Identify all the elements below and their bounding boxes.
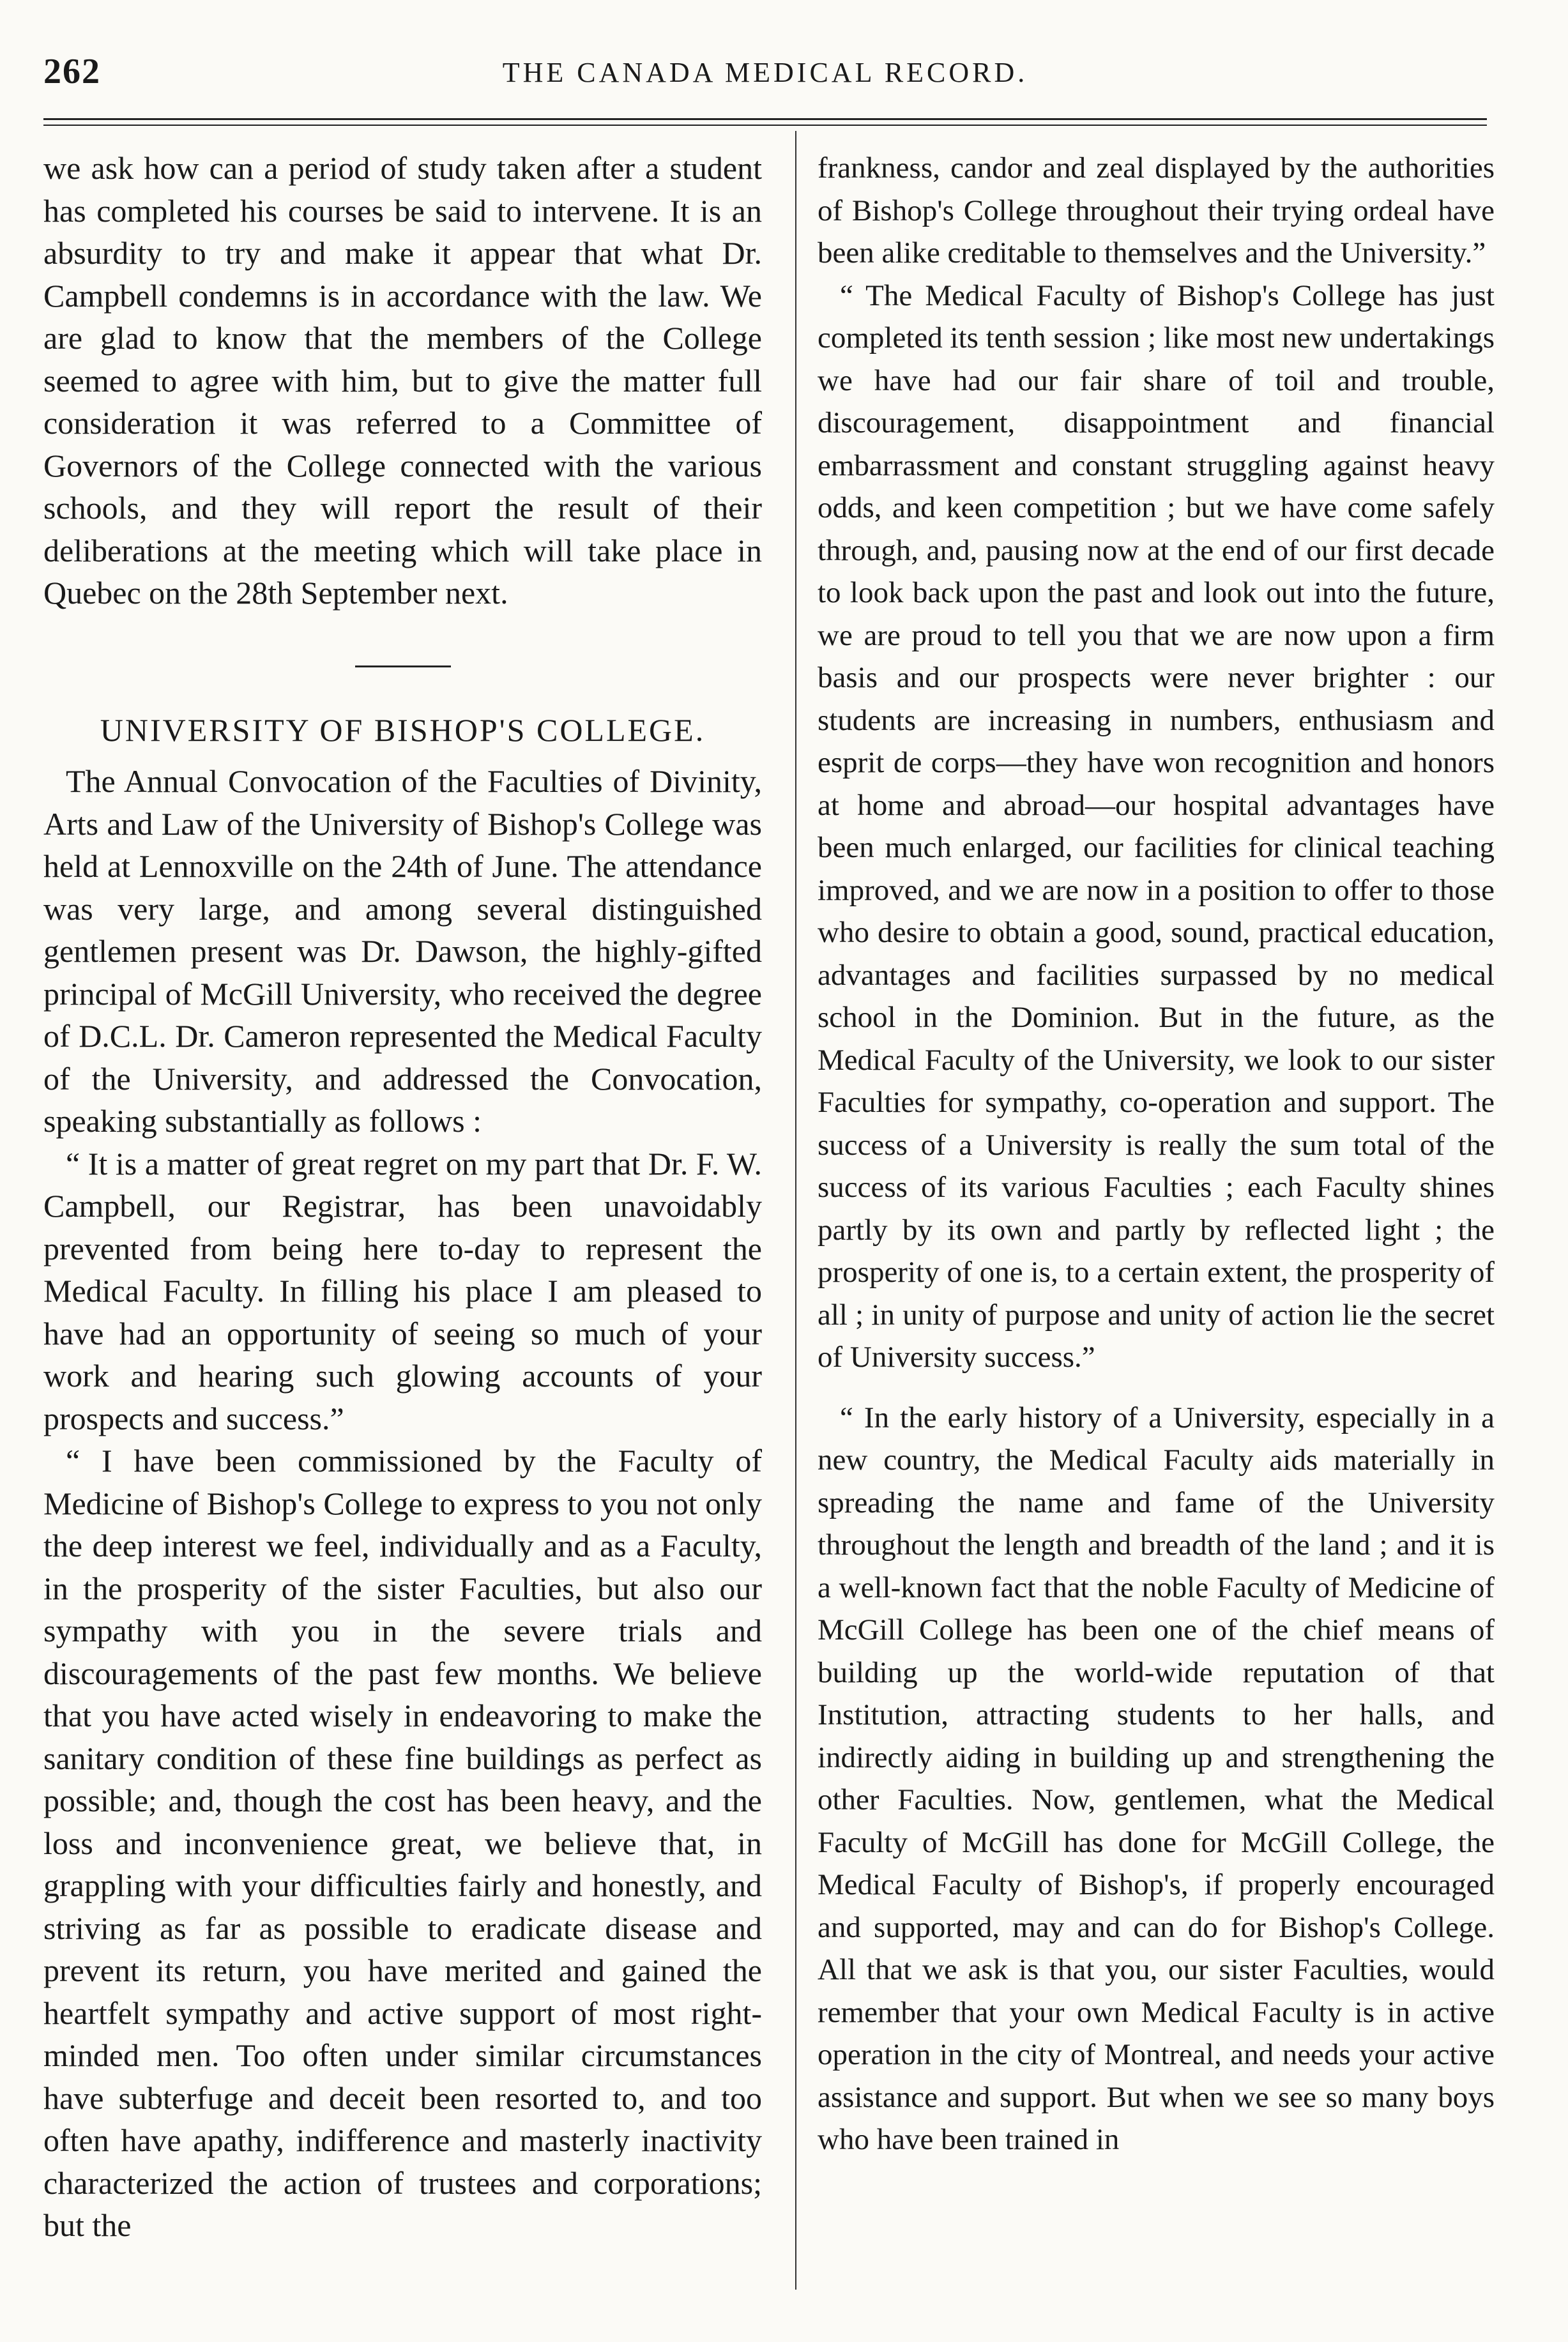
- left-column: [43, 147, 762, 2247]
- running-head: THE CANADA MEDICAL RECORD.: [502, 57, 1028, 88]
- opening-paragraph: we ask how can a period of study taken after a student has completed his courses be said to intervene. It is an absurdity to try and make it appear that what Dr. Campbell condemns is in accordance with the law. We are glad to know that the members of the College seemed to agree with him, but to give the matter full consideration it was referred to a Committee of Governors of the College connected with the various schools, and they will report the result of their deliberations at the meeting which will take place in Quebec on the 28th September next.: [43, 150, 762, 611]
- section-separator: [355, 665, 451, 667]
- page-number: 262: [43, 52, 101, 91]
- tenth-session-paragraph: “ The Medical Faculty of Bishop's College has just completed its tenth session ; like most new undertakings we have had our fair share of toil and trouble, discouragement, disappointment and financial embarrassment and constant struggling against heavy odds, and keen competition ; but we have come safely through, and, pausing now at the end of our first decade to look back upon the past and look out into the future, we are proud to tell you that we are now upon a firm basis and our prospects were never brighter : our students are increasing in numbers, enthusiasm and esprit de corps—they have won recognition and honors at home and abroad—our hospital advantages have been much enlarged, our facilities for clinical teaching improved, and we are now in a position to offer to those who desire to obtain a good, sound, practical education, advantages and facilities surpassed by no medical school in the Dominion. But in the future, as the Medical Faculty of the University, we look to our sister Faculties for sympathy, co-operation and support. The success of a University is really the sum total of the success of its various Faculties ; each Faculty shines partly by its own and partly by reflected light ; the prosperity of one is, to a certain extent, the prosperity of all ; in unity of purpose and unity of action lie the secret of University success.”: [818, 278, 1495, 1374]
- regret-paragraph: “ It is a matter of great regret on my part that Dr. F. W. Campbell, our Registrar, has been unavoidably prevented from being here to-day to represent the Medical Faculty. In filling his place I am pleased to have had an opportunity of seeing so much of your work and hearing such glowing accounts of your prospects and success.”: [43, 1145, 762, 1436]
- commission-paragraph: “ I have been commissioned by the Faculty of Medicine of Bishop's College to express to you not only the deep interest we feel, individually and as a Faculty, in the prosperity of the sister Faculties, but also our sympathy with you in the severe trials and discouragements of the past few months. We believe that you have acted wisely in endeavoring to make the sanitary condition of these fine buildings as perfect as possible; and, though the cost has been heavy, and the loss and inconvenience great, we believe that, in grappling with your difficulties fairly and honestly, and striving as far as possible to eradicate disease and prevent its return, you have merited and gained the heartfelt sympathy and active support of most right-minded men. Too often under similar circumstances have subterfuge and deceit been resorted to, and too often have apathy, indifference and masterly inactivity characterized the action of trustees and corporations; but the: [43, 1443, 762, 2243]
- early-history-paragraph: “ In the early history of a University, especially in a new country, the Medical Faculty aids materially in spreading the name and fame of the University throughout the length and breadth of the land ; and it is a well-known fact that the noble Faculty of Medicine of McGill College has been one of the chief means of building up the world-wide reputation of that Institution, attracting students to her halls, and indirectly aiding in building up and strengthening the other Faculties. Now, gentlemen, what the Medical Faculty of McGill has done for McGill College, the Medical Faculty of Bishop's, if properly encouraged and supported, may and can do for Bishop's College. All that we ask is that you, our sister Faculties, would remember that your own Medical Faculty is in active operation in the city of Montreal, and needs your active assistance and support. But when we see so many boys who have been trained in: [818, 1401, 1495, 2156]
- right-column: [818, 147, 1495, 2161]
- page-header: [43, 51, 1487, 109]
- section-heading: UNIVERSITY OF BISHOP'S COLLEGE.: [100, 711, 706, 748]
- column-divider: [795, 131, 796, 2290]
- convocation-paragraph: The Annual Convocation of the Faculties of Divinity, Arts and Law of the University of Bishop's College was held at Lennoxville on the 24th of June. The attendance was very large, and among several distinguished gentlemen present was Dr. Dawson, the highly-gifted principal of McGill University, who received the degree of D.C.L. Dr. Cameron represented the Medical Faculty of the University, and addressed the Convocation, speaking substantially as follows :: [43, 763, 762, 1139]
- header-rule: [43, 118, 1487, 126]
- continuation-paragraph: frankness, candor and zeal displayed by the authorities of Bishop's College throughout their trying ordeal have been alike creditable to themselves and the University.”: [818, 151, 1495, 270]
